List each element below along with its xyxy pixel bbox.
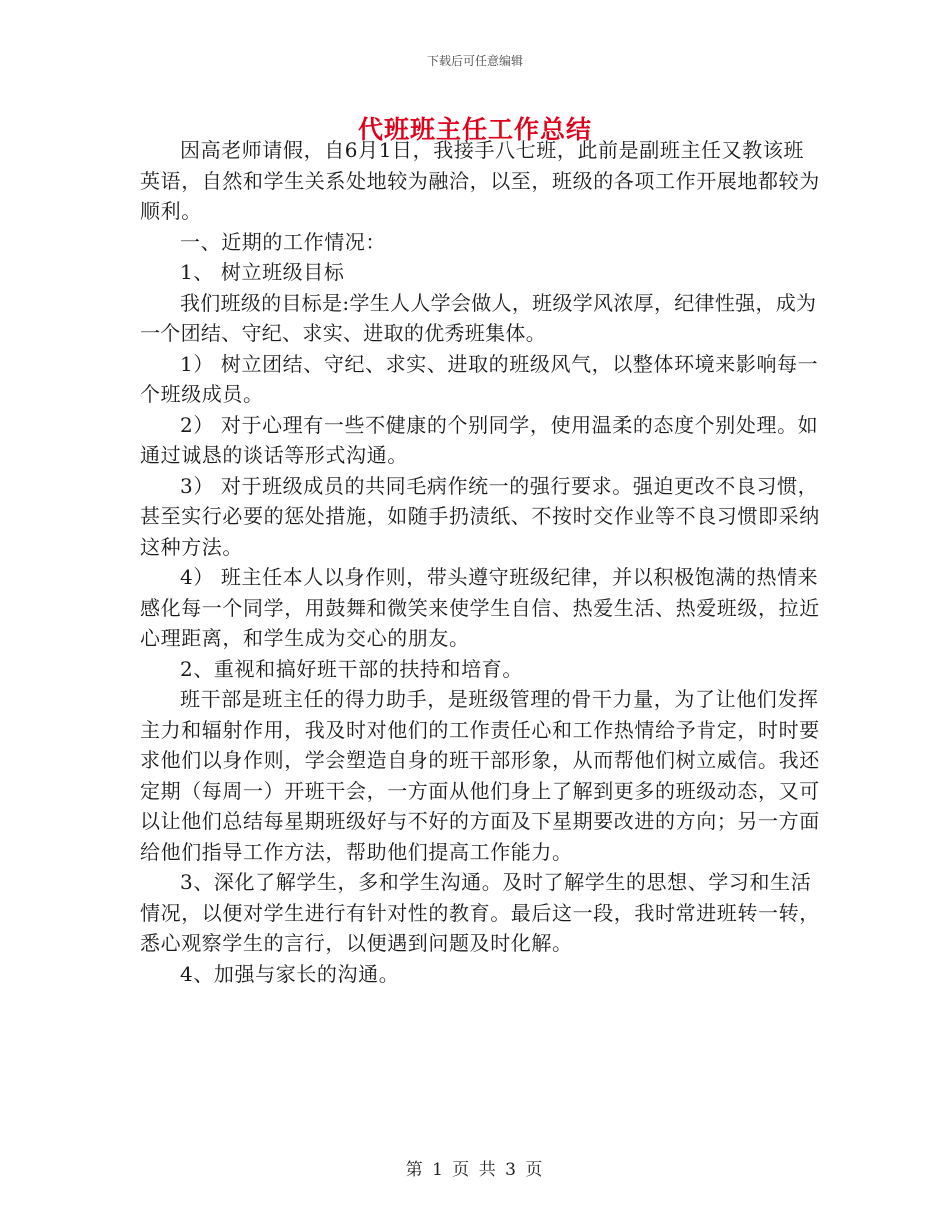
document-body xyxy=(140,135,820,989)
subheading-class-cadres: 2、重视和搞好班干部的扶持和培育。 xyxy=(180,656,523,681)
list-item-4: 4） 班主任本人以身作则，带头遵守班级纪律，并以积极饱满的热情来感化每一个同学，用鼓舞和微笑来使学生自信、热爱生活、热爱班级，拉近心理距离，和学生成为交心的朋友。 xyxy=(140,565,820,650)
paragraph-understand-students: 3、深化了解学生，多和学生沟通。及时了解学生的思想、学习和生活情况，以便对学生进行有针对性的教育。最后这一段，我时常进班转一转，悉心观察学生的言行，以便遇到问题及时化解。 xyxy=(140,870,820,955)
list-item-1: 1） 树立团结、守纪、求实、进取的班级风气，以整体环境来影响每一个班级成员。 xyxy=(140,351,819,406)
list-item-3: 3） 对于班级成员的共同毛病作统一的强行要求。强迫更改不良习惯，甚至实行必要的惩处措施，如随手扔渍纸、不按时交作业等不良习惯即采纳这种方法。 xyxy=(140,473,820,559)
document-title: 代班班主任工作总结 xyxy=(357,115,592,144)
header-note: 下载后可任意编辑 xyxy=(426,54,523,68)
section-heading-recent-work: 一、近期的工作情况： xyxy=(180,229,386,254)
paragraph-intro: 因高老师请假，自6月1日，我接手八七班，此前是副班主任又教该班英语，自然和学生关系处地较为融洽，以至，班级的各项工作开展地都较为顺利。 xyxy=(140,138,820,223)
paragraph-parent-communication: 4、加强与家长的沟通。 xyxy=(180,961,400,986)
list-item-2: 2） 对于心理有一些不健康的个别同学，使用温柔的态度个别处理。如通过诚恳的谈话等形式沟通。 xyxy=(140,412,819,467)
paragraph-class-cadres: 班干部是班主任的得力助手，是班级管理的骨干力量，为了让他们发挥主力和辐射作用，我及时对他们的工作责任心和工作热情给予肯定，时时要求他们以身作则，学会塑造自身的班干部形象，从而帮他们树立威信。我还定期（每周一）开班干会，一方面从他们身上了解到更多的班级动态，又可以让他们总结每星期班级好与不好的方面及下星期要改进的方向；另一方面给他们指导工作方法，帮助他们提高工作能力。 xyxy=(140,687,820,864)
paragraph-class-goal: 我们班级的目标是:学生人人学会做人，班级学风浓厚，纪律性强，成为一个团结、守纪、求实、进取的优秀班集体。 xyxy=(140,290,817,345)
subheading-class-goal: 1、 树立班级目标 xyxy=(180,260,345,284)
page-footer: 第 1 页 共 3 页 xyxy=(405,1160,545,1180)
